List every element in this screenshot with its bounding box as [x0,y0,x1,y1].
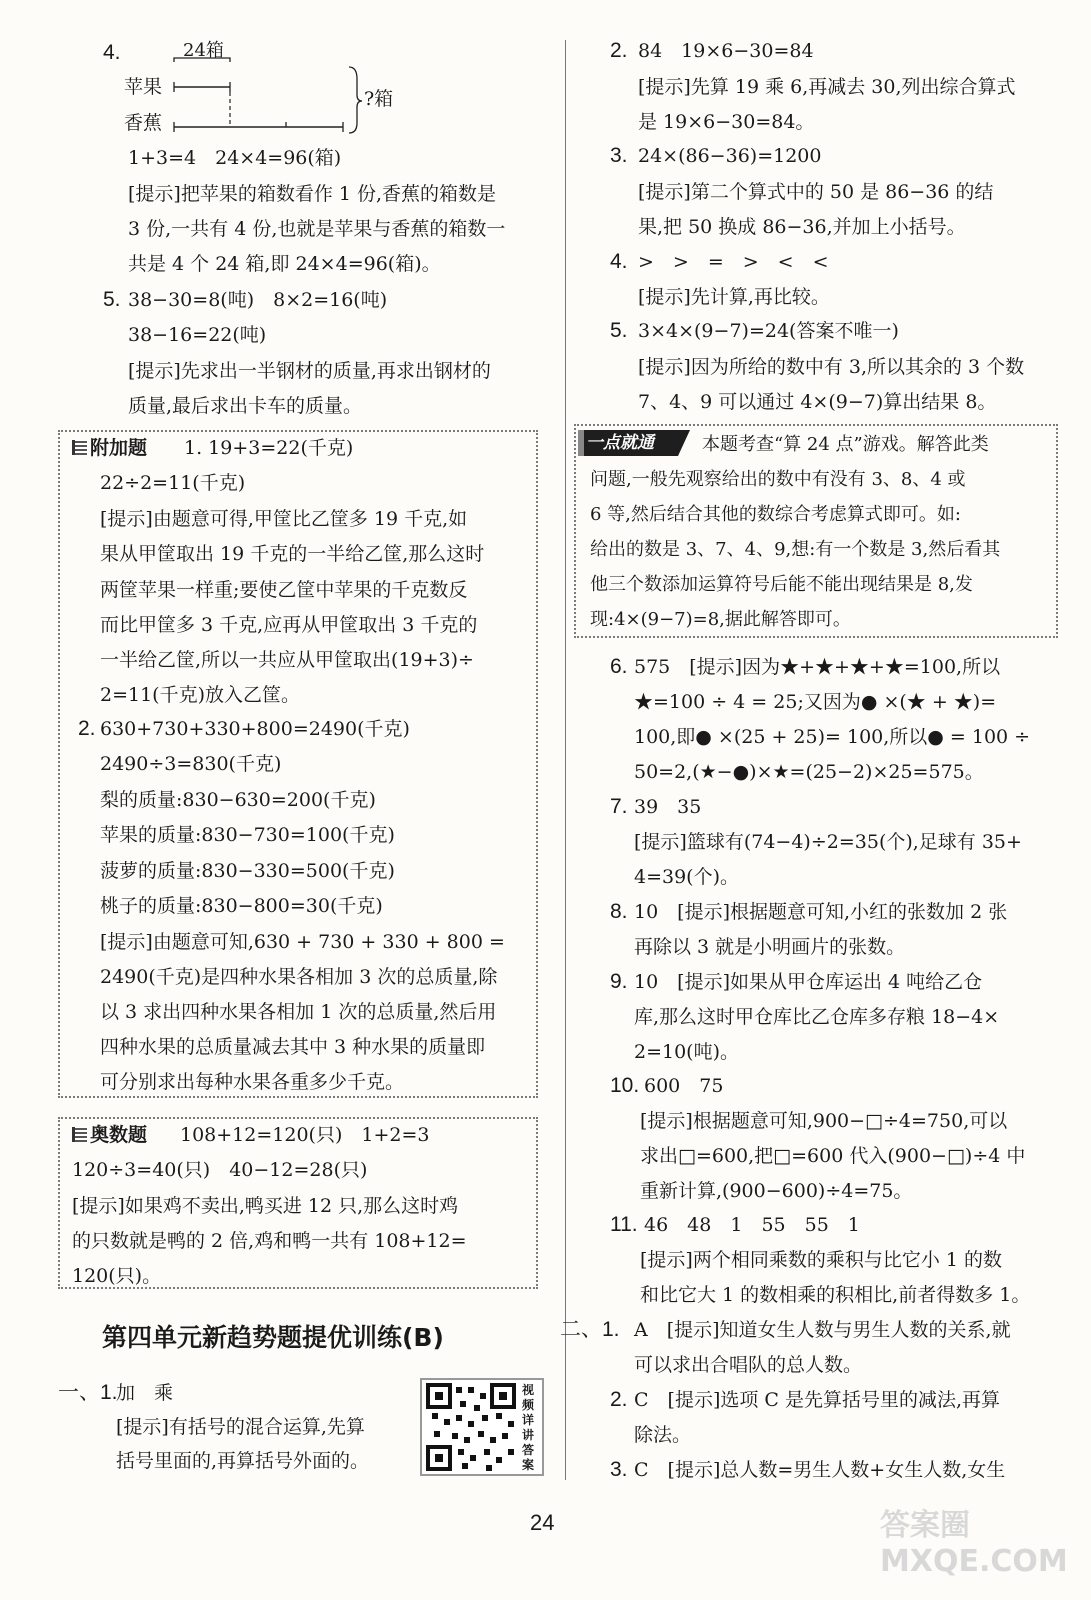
tip-line5: 他三个数添加运算符号后能不能出现结果是 8,发 [590,574,973,595]
r-q5-line3: 7、4、9 可以通过 4×(9−7)算出结果 8。 [638,391,997,413]
r-q6-line4: 50=2,(★−●)×★=(25−2)×25=575。 [634,761,984,783]
r-q2-line1: 84 19×6−30=84 [638,40,814,62]
q4-line3: 3 份,一共有 4 份,也就是苹果与香蕉的箱数一 [128,218,506,240]
olympiad-line4: 的只数就是鸭的 2 倍,鸡和鸭一共有 108+12= [72,1230,467,1252]
r-q3-line3: 果,把 50 换成 86−36,并加上小括号。 [638,216,966,238]
r-s2-q2-line1: C [提示]选项 C 是先算括号里的减法,再算 [634,1389,1001,1411]
olympiad-line1: 108+12=120(只) 1+2=3 [180,1124,430,1146]
diagram-top-label: 24箱 [183,40,224,61]
s1-number: 一、1. [58,1381,118,1404]
qr-pattern [424,1381,524,1475]
extra-q2-line6: 桃子的质量:830−800=30(千克) [100,895,383,917]
extra-line2: 22÷2=11(千克) [100,472,246,494]
r-q8-line1: 10 [提示]根据题意可知,小红的张数加 2 张 [634,901,1008,923]
extra-line6: 而比甲筐多 3 千克,应再从甲筐取出 3 千克的 [100,614,478,636]
r-q2-line3: 是 19×6−30=84。 [638,111,815,133]
extra-line7: 一半给乙筐,所以一共应从甲筐取出(19+3)÷ [100,649,474,671]
q5-line4: 质量,最后求出卡车的质量。 [128,395,363,417]
extra-q2-line8: 2490(千克)是四种水果各相加 3 次的总质量,除 [100,966,498,988]
q5-line2: 38−16=22(吨) [128,324,267,346]
olympiad-line3: [提示]如果鸡不卖出,鸭买进 12 只,那么这时鸡 [72,1195,459,1217]
r-q7-number: 7. [610,795,628,818]
r-q7-line1: 39 35 [634,796,702,818]
extra-q2-line4: 苹果的质量:830−730=100(千克) [100,824,395,846]
r-q10-line3: 求出□=600,把□=600 代入(900−□)÷4 中 [640,1145,1026,1167]
r-q2-number: 2. [610,39,628,62]
r-q10-line2: [提示]根据题意可知,900−□÷4=750,可以 [640,1110,1008,1132]
diagram-apple-label: 苹果 [124,76,163,98]
extra-q2-line10: 四种水果的总质量减去其中 3 种水果的质量即 [100,1036,486,1058]
r-q4-line2: [提示]先计算,再比较。 [638,286,830,308]
r-q5-number: 5. [610,319,628,342]
r-q11-number: 11. [610,1213,638,1236]
q4-number: 4. [103,41,121,64]
extra-q2-line9: 以 3 求出四种水果各相加 1 次的总质量,然后用 [100,1001,497,1023]
s1-line2: [提示]有括号的混合运算,先算 [116,1416,365,1438]
book-icon [72,440,87,455]
extra-label: 附加题 [90,437,148,459]
r-q3-line2: [提示]第二个算式中的 50 是 86−36 的结 [638,181,994,203]
extra-q2-number: 2. [78,717,96,740]
segment-diagram [165,55,365,135]
r-q9-line1: 10 [提示]如果从甲仓库运出 4 吨给乙仓 [634,971,983,993]
watermark: 答案圈 MXQE.COM [880,1508,1068,1579]
extra-q2-line7: [提示]由题意可知,630 + 730 + 330 + 800 = [100,931,505,953]
r-s2-q2-number: 2. [610,1388,628,1411]
r-q7-line3: 4=39(个)。 [634,866,740,888]
extra-q2-line11: 可分别求出每种水果各重多少千克。 [100,1071,405,1093]
r-q11-line2: [提示]两个相同乘数的乘积与比它小 1 的数 [640,1249,1002,1271]
olympiad-line2: 120÷3=40(只) 40−12=28(只) [72,1159,368,1181]
r-q5-line1: 3×4×(9−7)=24(答案不唯一) [638,320,899,342]
r-s2-line2: 可以求出合唱队的总人数。 [634,1354,863,1376]
r-q8-number: 8. [610,900,628,923]
qr-caption: 视频详讲答案 [522,1383,535,1472]
extra-q2-line5: 菠萝的质量:830−330=500(千克) [100,860,395,882]
extra-header [72,433,147,463]
r-q10-line1: 600 75 [644,1075,724,1097]
q5-number: 5. [103,288,121,311]
q5-line1: 38−30=8(吨) 8×2=16(吨) [128,289,388,311]
r-s2-q2-line2: 除法。 [634,1424,692,1446]
qr-code[interactable] [420,1378,544,1476]
r-q9-line2: 库,那么这时甲仓库比乙仓库多存粮 18−4× [634,1006,1000,1028]
tip-line6: 现:4×(9−7)=8,据此解答即可。 [590,609,851,630]
r-q9-number: 9. [610,970,628,993]
tip-line1: 本题考查“算 24 点”游戏。解答此类 [702,434,989,455]
r-q8-line2: 再除以 3 就是小明画片的张数。 [634,936,906,958]
tip-label: 一点就通 [586,433,654,453]
r-q2-line2: [提示]先算 19 乘 6,再减去 30,列出综合算式 [638,76,1016,98]
q4-line2: [提示]把苹果的箱数看作 1 份,香蕉的箱数是 [128,183,497,205]
extra-q2-line2: 2490÷3=830(千克) [100,753,282,775]
s1-line3: 括号里面的,再算括号外面的。 [116,1450,370,1472]
r-s2-q3-line1: C [提示]总人数=男生人数+女生人数,女生 [634,1459,1006,1481]
r-q6-line3: 100,即● ×(25 + 25)= 100,所以● = 100 ÷ [634,726,1031,748]
extra-line4: 果从甲筐取出 19 千克的一半给乙筐,那么这时 [100,543,485,565]
r-q3-number: 3. [610,144,628,167]
r-q11-line1: 46 48 1 55 55 1 [644,1214,860,1236]
r-q10-line4: 重新计算,(900−600)÷4=75。 [640,1180,913,1202]
r-q7-line2: [提示]篮球有(74−4)÷2=35(个),足球有 35+ [634,831,1022,853]
r-q4-line1: > > = > < < [638,251,829,273]
section-title: 第四单元新趋势题提优训练(B) [102,1323,444,1352]
r-q6-line1: 575 [提示]因为★+★+★+★=100,所以 [634,656,1001,678]
r-q10-number: 10. [610,1074,640,1097]
page-number: 24 [530,1510,555,1535]
extra-line3: [提示]由题意可得,甲筐比乙筐多 19 千克,如 [100,508,468,530]
diagram-question-label: ?箱 [364,88,394,110]
tip-line4: 给出的数是 3、7、4、9,想:有一个数是 3,然后看其 [590,539,1001,560]
r-q4-number: 4. [610,250,628,273]
column-divider [565,40,566,1480]
r-s2-number: 二、1. [560,1318,620,1341]
q4-line4: 共是 4 个 24 箱,即 24×4=96(箱)。 [128,253,441,275]
s1-answer: 加 乘 [116,1382,174,1404]
r-q9-line3: 2=10(吨)。 [634,1041,740,1063]
tip-line3: 6 等,然后结合其他的数综合考虑算式即可。如: [590,504,961,525]
extra-q2-line1: 630+730+330+800=2490(千克) [100,718,410,740]
extra-line5: 两筐苹果一样重;要使乙筐中苹果的千克数反 [100,579,468,601]
diagram-banana-label: 香蕉 [124,112,163,134]
r-s2-q3-number: 3. [610,1458,628,1481]
q5-line3: [提示]先求出一半钢材的质量,再求出钢材的 [128,360,491,382]
tip-line2: 问题,一般先观察给出的数中有没有 3、8、4 或 [590,469,966,490]
q4-line1: 1+3=4 24×4=96(箱) [128,147,342,169]
book-icon [72,1127,87,1142]
olympiad-label: 奥数题 [90,1124,148,1146]
r-q5-line2: [提示]因为所给的数中有 3,所以其余的 3 个数 [638,356,1025,378]
r-s2-line1: A [提示]知道女生人数与男生人数的关系,就 [634,1319,1011,1341]
extra-line1: 1. 19+3=22(千克) [184,437,354,459]
r-q3-line1: 24×(86−36)=1200 [638,145,822,167]
extra-line8: 2=11(千克)放入乙筐。 [100,684,301,706]
olympiad-header [72,1120,147,1150]
olympiad-line5: 120(只)。 [72,1265,162,1287]
r-q11-line3: 和比它大 1 的数相乘的积相比,前者得数多 1。 [640,1284,1031,1306]
extra-q2-line3: 梨的质量:830−630=200(千克) [100,789,376,811]
r-q6-line2: ★=100 ÷ 4 = 25;又因为● ×(★ + ★)= [634,691,997,713]
r-q6-number: 6. [610,655,628,678]
